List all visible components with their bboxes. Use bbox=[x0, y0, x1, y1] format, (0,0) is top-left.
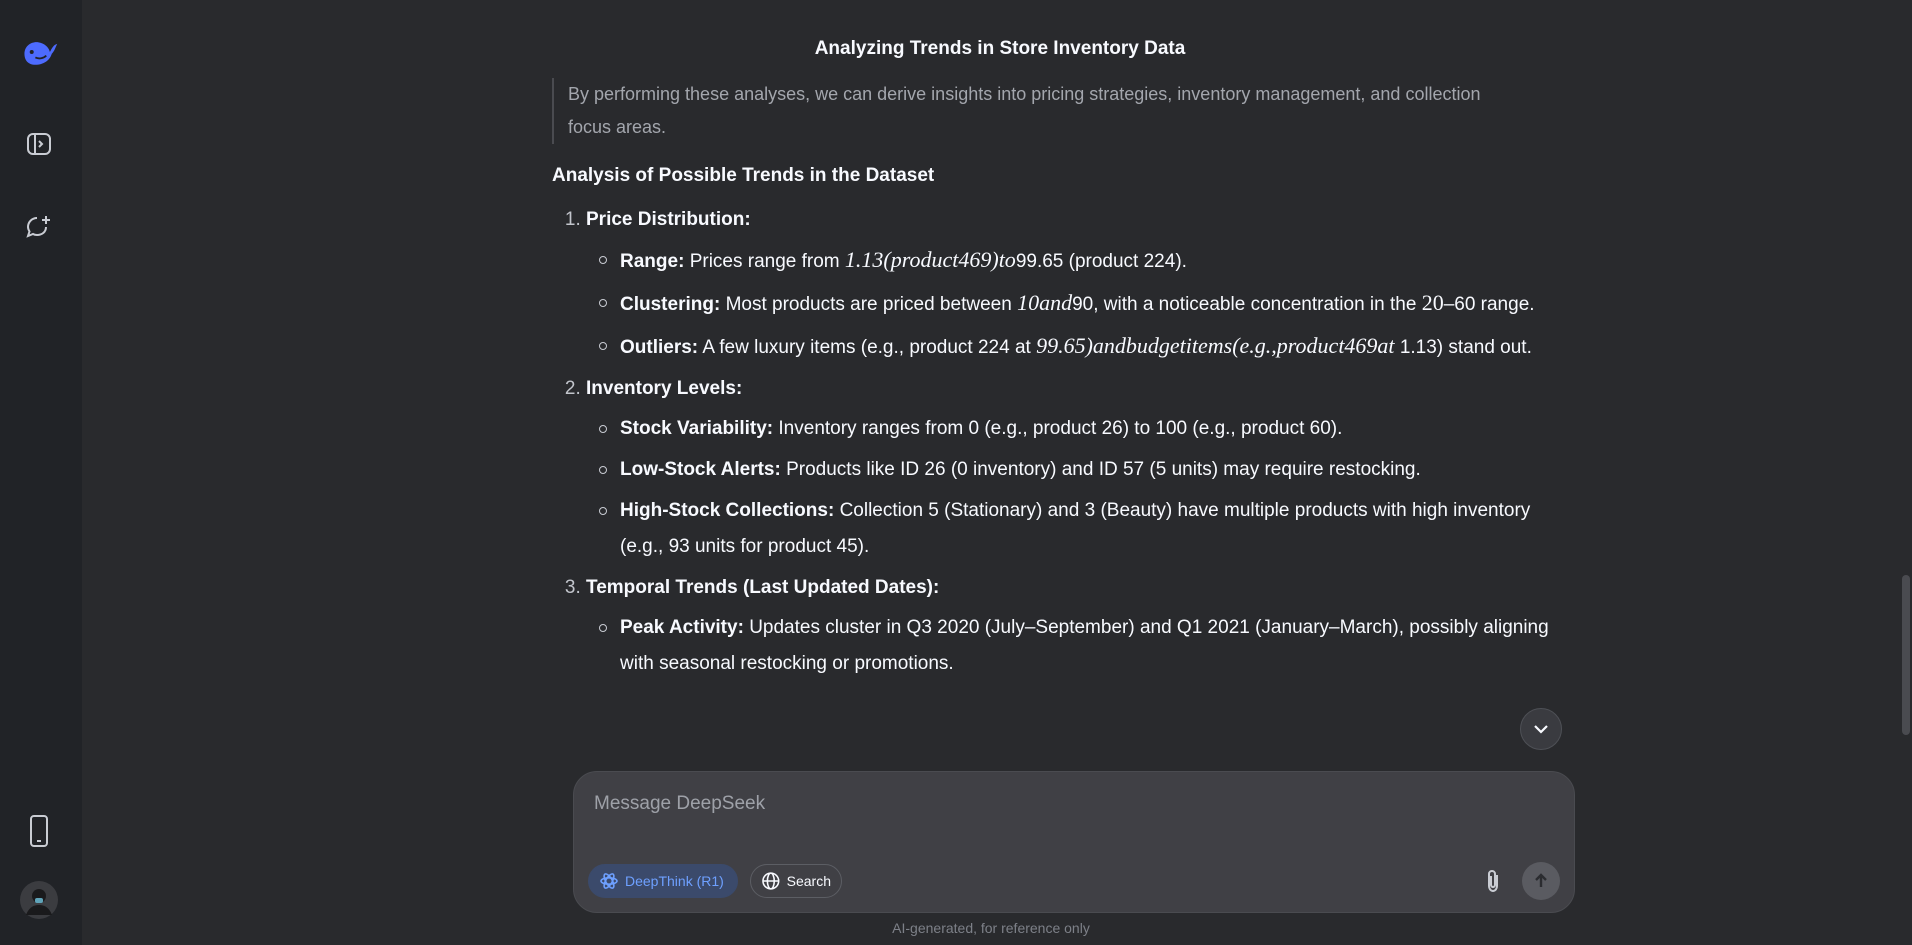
paperclip-icon bbox=[1482, 867, 1504, 895]
sub-list bbox=[586, 242, 1568, 366]
item-label: Low-Stock Alerts: bbox=[620, 459, 781, 480]
item-label: Range: bbox=[620, 251, 685, 272]
sub-list bbox=[586, 610, 1568, 682]
list-item bbox=[620, 452, 1568, 488]
globe-icon bbox=[761, 871, 781, 891]
list-item-inventory bbox=[586, 371, 1568, 565]
item-text: 90, with a noticeable concentration in the bbox=[1072, 294, 1422, 315]
message-composer bbox=[573, 771, 1575, 913]
list-item bbox=[620, 285, 1568, 323]
item-text: A few luxury items (e.g., product 224 at bbox=[702, 337, 1037, 358]
math-text: 20 bbox=[1421, 290, 1444, 315]
sidebar bbox=[0, 0, 82, 945]
atom-icon bbox=[599, 871, 619, 891]
list-item-temporal bbox=[586, 570, 1568, 682]
deepthink-label: DeepThink (R1) bbox=[625, 873, 724, 889]
section-title: Inventory Levels: bbox=[586, 378, 743, 399]
section-heading: Analysis of Possible Trends in the Dataset bbox=[552, 165, 935, 186]
item-text: Collection 5 (Stationary) and 3 (Beauty) have multiple products with high inventory (e.g., 93 units for product 45). bbox=[620, 500, 1531, 557]
item-text: Most products are priced between bbox=[725, 294, 1018, 315]
math-text: 99.65)andbudgetitems(e.g.,product469at bbox=[1036, 333, 1395, 358]
list-item bbox=[620, 411, 1568, 447]
scrollbar-thumb[interactable] bbox=[1902, 575, 1910, 735]
math-text: 1.13(product469)to bbox=[844, 247, 1016, 272]
chat-main bbox=[82, 0, 1912, 945]
item-label: High-Stock Collections: bbox=[620, 500, 835, 521]
sub-list bbox=[586, 411, 1568, 565]
math-text: 10and bbox=[1017, 290, 1073, 315]
attach-button[interactable] bbox=[1476, 864, 1510, 898]
chat-title: Analyzing Trends in Store Inventory Data bbox=[814, 38, 1186, 59]
scrollbar[interactable] bbox=[1900, 0, 1912, 945]
item-text: 1.13) stand out. bbox=[1394, 337, 1532, 358]
item-text: Inventory ranges from 0 (e.g., product 26) to 100 (e.g., product 60). bbox=[778, 418, 1343, 439]
search-label: Search bbox=[786, 873, 831, 889]
chevron-down-icon bbox=[1531, 719, 1551, 739]
list-item bbox=[620, 242, 1568, 280]
list-item bbox=[620, 328, 1568, 366]
scroll-down-button[interactable] bbox=[1520, 708, 1562, 750]
assistant-message bbox=[552, 78, 1568, 687]
deepthink-toggle[interactable] bbox=[588, 864, 738, 898]
list-item bbox=[620, 493, 1568, 565]
section-title: Price Distribution: bbox=[586, 209, 751, 230]
arrow-up-icon bbox=[1531, 871, 1551, 891]
send-button[interactable] bbox=[1522, 862, 1560, 900]
reasoning-quote: By performing these analyses, we can derive insights into pricing strategies, inventory management, and collection focus areas. bbox=[552, 78, 1498, 144]
item-label: Peak Activity: bbox=[620, 617, 744, 638]
item-text: 99.65 (product 224). bbox=[1015, 251, 1187, 272]
user-avatar[interactable] bbox=[19, 880, 59, 920]
list-item bbox=[620, 610, 1568, 682]
search-toggle[interactable] bbox=[750, 864, 842, 898]
item-label: Stock Variability: bbox=[620, 418, 774, 439]
item-text: Products like ID 26 (0 inventory) and ID 57 (5 units) may require restocking. bbox=[786, 459, 1421, 480]
mobile-app-icon[interactable] bbox=[19, 811, 59, 851]
section-title: Temporal Trends (Last Updated Dates): bbox=[586, 577, 940, 598]
item-text: Prices range from bbox=[689, 251, 845, 272]
item-label: Clustering: bbox=[620, 294, 721, 315]
item-text: Updates cluster in Q3 2020 (July–September) and Q1 2021 (January–March), possibly aligning with seasonal restocking or promotions. bbox=[620, 617, 1549, 674]
list-item-price bbox=[586, 202, 1568, 366]
item-label: Outliers: bbox=[620, 337, 699, 358]
deepseek-logo-icon[interactable] bbox=[19, 32, 59, 72]
sidebar-toggle-icon[interactable] bbox=[19, 124, 59, 164]
new-chat-icon[interactable] bbox=[19, 207, 59, 247]
ai-disclaimer: AI-generated, for reference only bbox=[892, 920, 1090, 936]
trend-list bbox=[552, 202, 1568, 682]
message-input[interactable] bbox=[592, 792, 1496, 816]
item-text: –60 range. bbox=[1443, 294, 1535, 315]
